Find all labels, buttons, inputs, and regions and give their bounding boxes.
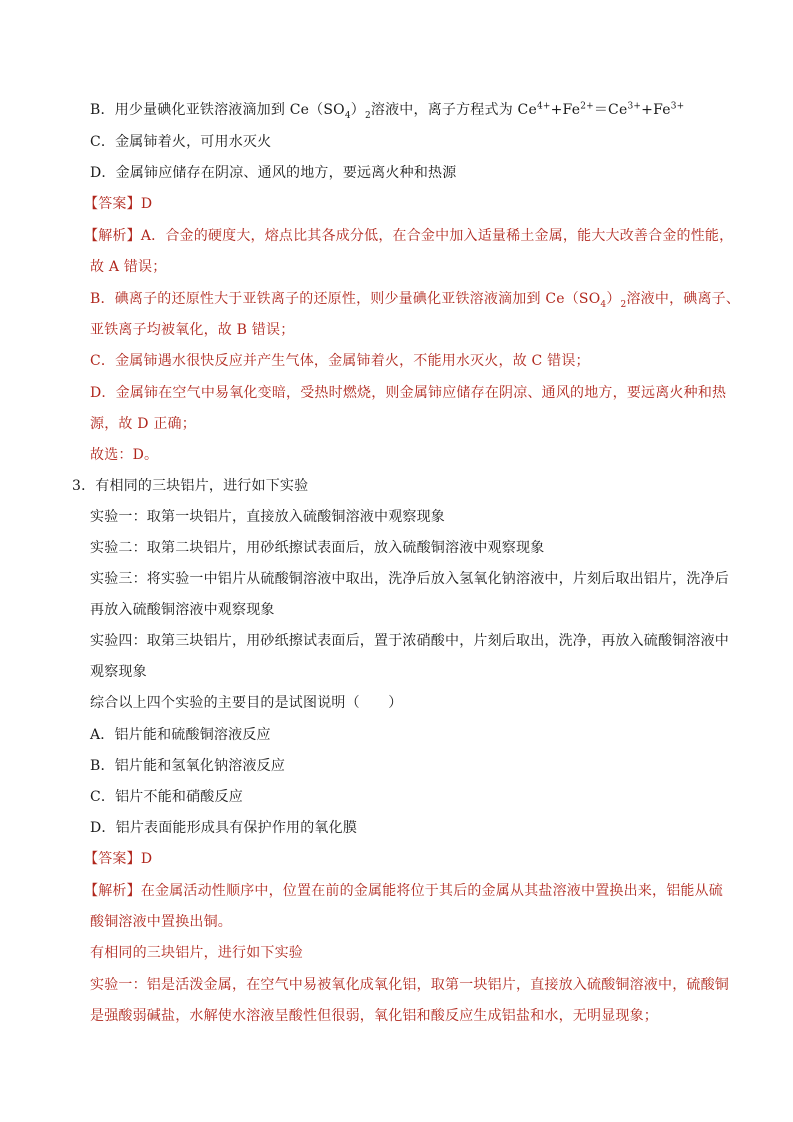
q2-option-b: B．用少量碘化亚铁溶液滴加到 $Ce(SO_4)_2$溶液中，离子方程式为 $Ce^{4+}+Fe^{2+}=Ce^{3+}+Fe^{3+}$ <box>90 101 685 121</box>
q2-option-d: D．金属铈应储存在阴凉、通风的地方，要远离火种和热源 <box>90 165 457 181</box>
q2-answer: 【答案】D <box>84 196 153 212</box>
q2-conclusion: 故选：D。 <box>90 447 159 463</box>
q2-option-c: C．金属铈着火，可用水灭火 <box>90 134 272 150</box>
q2-analysis-d-cont: 源，故 D 正确； <box>90 416 196 432</box>
q3-analysis-cont: 酸铜溶液中置换出铜。 <box>90 914 232 930</box>
q3-stem: 3．有相同的三块铝片，进行如下实验 <box>72 478 309 494</box>
q3-experiment-3-cont: 再放入硫酸铜溶液中观察现象 <box>90 602 275 618</box>
q3-question: 综合以上四个实验的主要目的是试图说明（ ） <box>90 695 403 711</box>
q3-option-b: B．铝片能和氢氧化钠溶液反应 <box>90 758 286 774</box>
q3-experiment-3: 实验三：将实验一中铝片从硫酸铜溶液中取出，洗净后放入氢氧化钠溶液中，片刻后取出铝片，洗净后 <box>90 571 729 587</box>
q3-analysis: 【解析】在金属活动性顺序中，位置在前的金属能将位于其后的金属从其盐溶液中置换出来，铝能从硫 <box>84 883 724 899</box>
q3-experiment-4-cont: 观察现象 <box>90 664 147 680</box>
q2-analysis-c: C．金属铈遇水很快反应并产生气体，金属铈着火，不能用水灭火，故 C 错误； <box>90 353 590 369</box>
q2-analysis-a-cont: 故 A 错误； <box>90 259 167 275</box>
q3-experiment-1: 实验一：取第一块铝片，直接放入硫酸铜溶液中观察现象 <box>90 509 445 525</box>
q2-analysis-b: B．碘离子的还原性大于亚铁离子的还原性，则少量碘化亚铁溶液滴加到 $Ce(SO_4)_2$溶液中，碘离子、 <box>90 291 741 310</box>
q3-option-d: D．铝片表面能形成具有保护作用的氧化膜 <box>90 820 358 836</box>
q3-option-a: A．铝片能和硫酸铜溶液反应 <box>90 727 271 743</box>
q2-analysis-b-cont: 亚铁离子均被氧化，故 B 错误； <box>90 322 295 338</box>
q3-answer: 【答案】D <box>84 851 153 867</box>
q2-analysis-d: D．金属铈在空气中易氧化变暗，受热时燃烧，则金属铈应储存在阴凉、通风的地方，要远离火种和热 <box>90 385 727 401</box>
q2-analysis-a: 【解析】A．合金的硬度大，熔点比其各成分低，在合金中加入适量稀土金属，能大大改善合金的性能， <box>84 228 734 244</box>
q3-experiment-2: 实验二：取第二块铝片，用砂纸擦试表面后，放入硫酸铜溶液中观察现象 <box>90 540 545 556</box>
q3-analysis-setup: 有相同的三块铝片，进行如下实验 <box>90 945 303 961</box>
q3-analysis-exp1: 实验一：铝是活泼金属，在空气中易被氧化成氧化铝，取第一块铝片，直接放入硫酸铜溶液中，硫酸铜 <box>90 977 729 993</box>
q3-analysis-exp1-cont: 是强酸弱碱盐，水解使水溶液呈酸性但很弱，氧化铝和酸反应生成铝盐和水，无明显现象； <box>90 1008 658 1024</box>
q3-experiment-4: 实验四：取第三块铝片，用砂纸擦试表面后，置于浓硝酸中，片刻后取出，洗净，再放入硫酸铜溶液中 <box>90 633 729 649</box>
q3-option-c: C．铝片不能和硝酸反应 <box>90 789 243 805</box>
